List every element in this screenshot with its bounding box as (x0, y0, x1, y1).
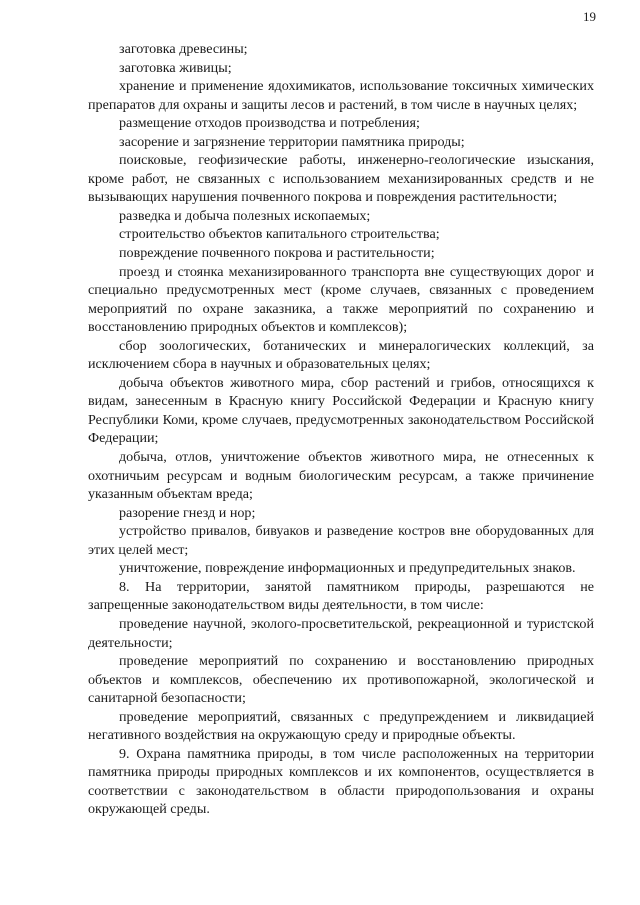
paragraph: хранение и применение ядохимикатов, использование токсичных химических препаратов для охраны и защиты лесов и растений, в том числе в научных целях; (88, 78, 594, 113)
document-body (88, 40, 594, 819)
paragraph: уничтожение, повреждение информационных и предупредительных знаков. (119, 560, 576, 577)
paragraph: сбор зоологических, ботанических и минералогических коллекций, за исключением сбора в научных и образовательных целях; (88, 337, 594, 373)
paragraph: заготовка живицы; (119, 59, 232, 76)
paragraph: разведка и добыча полезных ископаемых; (119, 207, 371, 224)
paragraph: засорение и загрязнение территории памятника природы; (119, 133, 465, 150)
section-8-paragraph: 8. На территории, занятой памятником природы, разрешаются не запрещенные законодательством виды деятельности, в том числе: (88, 578, 594, 614)
paragraph: устройство привалов, бивуаков и разведение костров вне оборудованных для этих целей мест; (88, 523, 594, 558)
paragraph: поисковые, геофизические работы, инженерно-геологические изыскания, кроме работ, не связанных с использованием механизированных средств и не вызывающих нарушения почвенного покрова и повреждения растительности; (88, 152, 594, 206)
section-9-paragraph: 9. Охрана памятника природы, в том числе расположенных на территории памятника природы природных комплексов и их компонентов, осуществляется в соответствии с законодательством в области природопользования и охраны окружающей среды. (88, 745, 594, 818)
page-number: 19 (583, 9, 596, 24)
paragraph: заготовка древесины; (119, 41, 248, 57)
paragraph: разорение гнезд и нор; (119, 504, 256, 521)
paragraph: проезд и стоянка механизированного транспорта вне существующих дорог и специально предусмотренных мест (кроме случаев, связанных с проведением мероприятий по охране заказника, а также мероприятий по сохранению и восстановлению природных объектов и комплексов); (88, 263, 594, 336)
paragraph: проведение мероприятий по сохранению и восстановлению природных объектов и комплексов, обеспечению их противопожарной, экологической и санитарной безопасности; (88, 653, 594, 707)
paragraph: проведение мероприятий, связанных с предупреждением и ликвидацией негативного воздействия на окружающую среду и природные объекты. (88, 708, 594, 744)
paragraph: добыча объектов животного мира, сбор растений и грибов, относящихся к видам, занесенным в Красную книгу Российской Федерации и Красную книгу Республики Коми, кроме случаев, предусмотренных законодательством Российской Федерации; (88, 374, 594, 447)
paragraph: размещение отходов производства и потребления; (119, 115, 420, 132)
paragraph: проведение научной, эколого-просветительской, рекреационной и туристской деятельности; (88, 615, 594, 651)
paragraph: повреждение почвенного покрова и растительности; (119, 245, 435, 262)
paragraph: добыча, отлов, уничтожение объектов животного мира, не отнесенных к охотничьим ресурсам и водным биологическим ресурсам, а также причинение указанным объектам вреда; (88, 449, 594, 503)
paragraph: строительство объектов капитального строительства; (119, 226, 440, 243)
